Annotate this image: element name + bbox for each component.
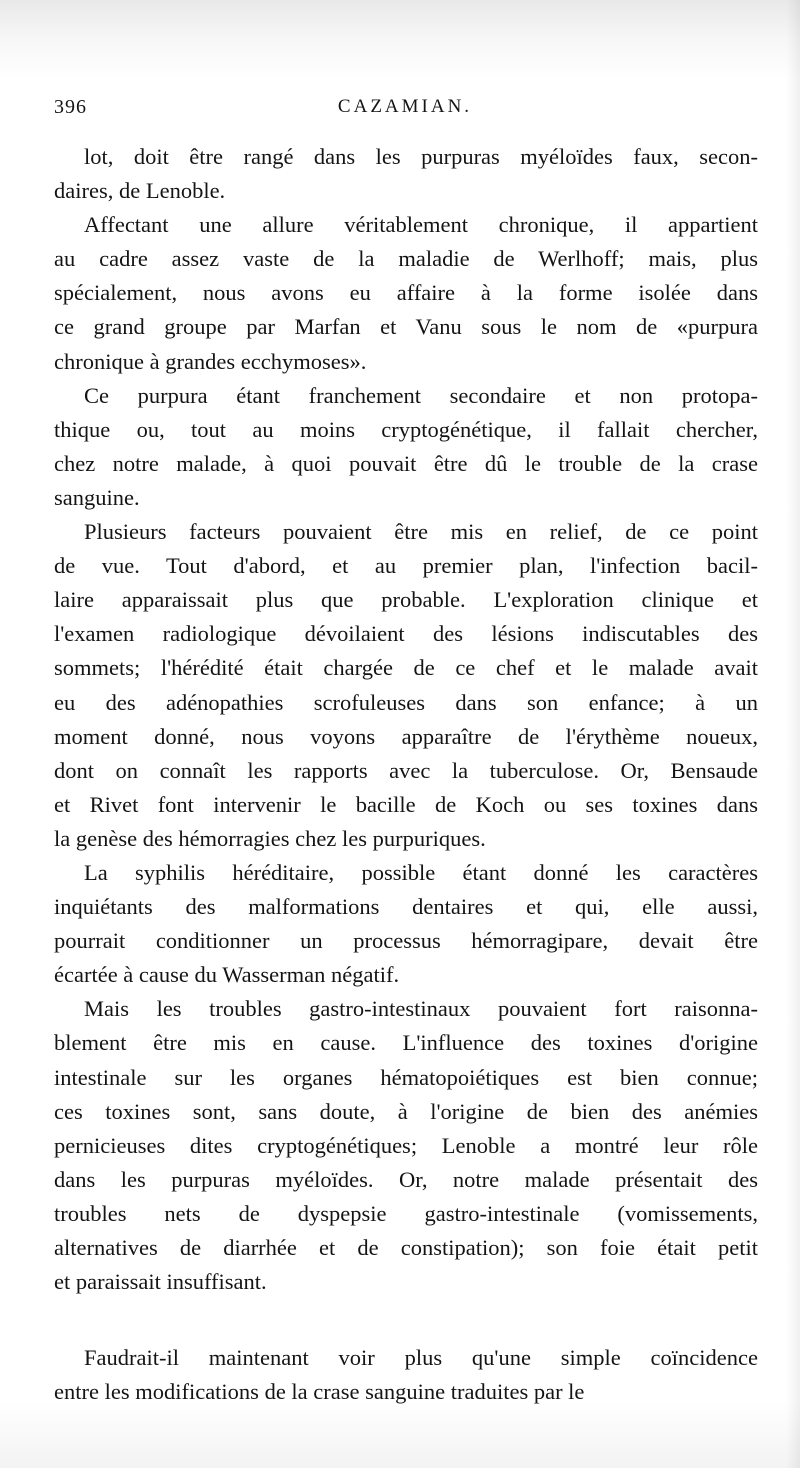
- text-line: moment donné, nous voyons apparaître de l'érythème noueux,: [54, 723, 758, 749]
- text-line: entre les modifications de la crase sanguine traduites par le: [54, 1379, 585, 1405]
- body-text: [54, 140, 758, 1409]
- text-line: sanguine.: [54, 484, 140, 510]
- text-line: blement être mis en cause. L'influence des toxines d'origine: [54, 1030, 758, 1056]
- paragraph: [54, 379, 758, 515]
- text-line: lot, doit être rangé dans les purpuras myéloïdes faux, secon-: [84, 144, 758, 169]
- text-line: Ce purpura étant franchement secondaire et non protopa-: [84, 382, 758, 408]
- text-line: La syphilis héréditaire, possible étant donné les caractères: [84, 859, 758, 885]
- text-line: intestinale sur les organes hématopoiétiques est bien connue;: [54, 1064, 758, 1090]
- text-line: alternatives de diarrhée et de constipation); son foie était petit: [54, 1235, 758, 1260]
- text-line: chez notre malade, à quoi pouvait être dû le trouble de la crase: [54, 450, 758, 476]
- text-line: Mais les troubles gastro-intestinaux pouvaient fort raisonna-: [84, 996, 758, 1022]
- paragraph: [54, 515, 758, 856]
- text-line: chronique à grandes ecchymoses».: [54, 348, 367, 374]
- paragraph: [54, 992, 758, 1299]
- page-edge-shadow: [786, 0, 800, 1468]
- text-line: Plusieurs facteurs pouvaient être mis en relief, de ce point: [84, 519, 758, 545]
- text-line: l'examen radiologique dévoilaient des lésions indiscutables des: [54, 621, 758, 647]
- text-line: pernicieuses dites cryptogénétiques; Lenoble a montré leur rôle: [54, 1132, 758, 1158]
- text-line: dans les purpuras myéloïdes. Or, notre malade présentait des: [54, 1166, 758, 1192]
- text-line: ces toxines sont, sans doute, à l'origine de bien des anémies: [54, 1098, 758, 1124]
- text-line: spécialement, nous avons eu affaire à la forme isolée dans: [54, 280, 758, 306]
- text-line: et Rivet font intervenir le bacille de Koch ou ses toxines dans: [54, 791, 758, 817]
- text-line: Faudrait-il maintenant voir plus qu'une simple coïncidence: [84, 1345, 758, 1371]
- text-line: inquiétants des malformations dentaires et qui, elle aussi,: [54, 894, 758, 920]
- text-line: Affectant une allure véritablement chronique, il appartient: [84, 212, 758, 238]
- paragraph: [54, 208, 758, 378]
- text-line: écartée à cause du Wasserman négatif.: [54, 962, 400, 988]
- page-number: 396: [54, 96, 87, 118]
- text-line: thique ou, tout au moins cryptogénétique, il fallait chercher,: [54, 416, 758, 442]
- running-title: CAZAMIAN.: [337, 96, 473, 117]
- text-line: eu des adénopathies scrofuleuses dans son enfance; à un: [54, 689, 758, 715]
- text-line: sommets; l'hérédité était chargée de ce chef et le malade avait: [54, 655, 758, 681]
- text-line: laire apparaissait plus que probable. L'exploration clinique et: [54, 587, 758, 613]
- text-line: daires, de Lenoble.: [54, 178, 226, 204]
- section-break: [54, 1299, 758, 1341]
- running-head: [54, 96, 756, 126]
- paragraph: [54, 856, 758, 992]
- text-line: la genèse des hémorragies chez les purpuriques.: [54, 825, 486, 851]
- text-line: pourrait conditionner un processus hémorragipare, devait être: [54, 928, 758, 954]
- text-line: au cadre assez vaste de la maladie de Werlhoff; mais, plus: [54, 246, 758, 272]
- text-line: ce grand groupe par Marfan et Vanu sous le nom de «purpura: [54, 314, 758, 340]
- paragraph: [54, 140, 758, 208]
- text-line: et paraissait insuffisant.: [54, 1269, 267, 1295]
- text-line: troubles nets de dyspepsie gastro-intestinale (vomissements,: [54, 1200, 758, 1226]
- paragraph: [54, 1341, 758, 1409]
- text-line: dont on connaît les rapports avec la tuberculose. Or, Bensaude: [54, 757, 758, 783]
- text-line: de vue. Tout d'abord, et au premier plan, l'infection bacil-: [54, 553, 758, 579]
